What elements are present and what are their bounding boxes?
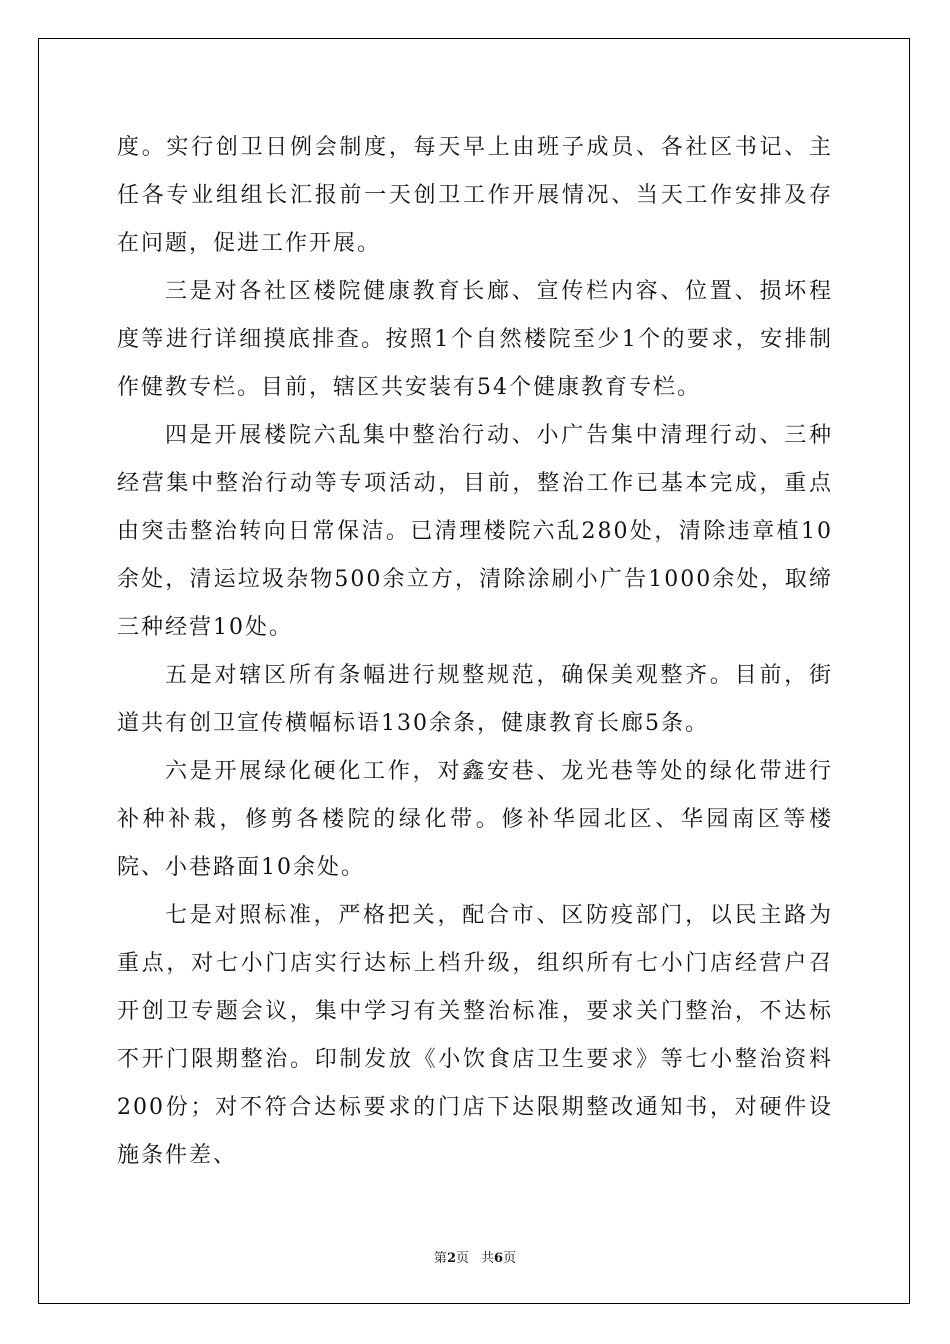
page-number: 2 [446,1251,456,1266]
paragraph-1: 度。实行创卫日例会制度，每天早上由班子成员、各社区书记、主任各专业组组长汇报前一天创卫工作开展情况、当天工作安排及存在问题，促进工作开展。 [117,135,833,256]
document-body [117,124,833,1180]
page-footer [0,1247,950,1266]
page-suffix: 页 [455,1251,469,1266]
paragraph-4: 五是对辖区所有条幅进行规整规范，确保美观整齐。目前，街道共有创卫宣传横幅标语130余条，健康教育长廊5条。 [117,663,833,736]
total-suffix: 页 [503,1251,517,1266]
paragraph-2: 三是对各社区楼院健康教育长廊、宣传栏内容、位置、损坏程度等进行详细摸底排查。按照1个自然楼院至少1个的要求，安排制作健教专栏。目前，辖区共安装有54个健康教育专栏。 [117,279,833,400]
paragraph-6: 七是对照标准，严格把关，配合市、区防疫部门，以民主路为重点，对七小门店实行达标上档升级，组织所有七小门店经营户召开创卫专题会议，集中学习有关整治标准，要求关门整治，不达标不开门限期整治。印制发放《小饮食店卫生要求》等七小整治资料200份；对不符合达标要求的门店下达限期整改通知书，对硬件设施条件差、 [117,903,833,1168]
page-prefix: 第 [433,1251,447,1266]
paragraph-5: 六是开展绿化硬化工作，对鑫安巷、龙光巷等处的绿化带进行补种补栽，修剪各楼院的绿化带。修补华园北区、华园南区等楼院、小巷路面10余处。 [117,759,833,880]
total-prefix: 共 [481,1251,495,1266]
total-pages: 6 [494,1251,504,1266]
paragraph-3: 四是开展楼院六乱集中整治行动、小广告集中清理行动、三种经营集中整治行动等专项活动，目前，整治工作已基本完成，重点由突击整治转向日常保洁。已清理楼院六乱280处，清除违章植10余处，清运垃圾杂物500余立方，清除涂刷小广告1000余处，取缔三种经营10处。 [117,423,833,640]
